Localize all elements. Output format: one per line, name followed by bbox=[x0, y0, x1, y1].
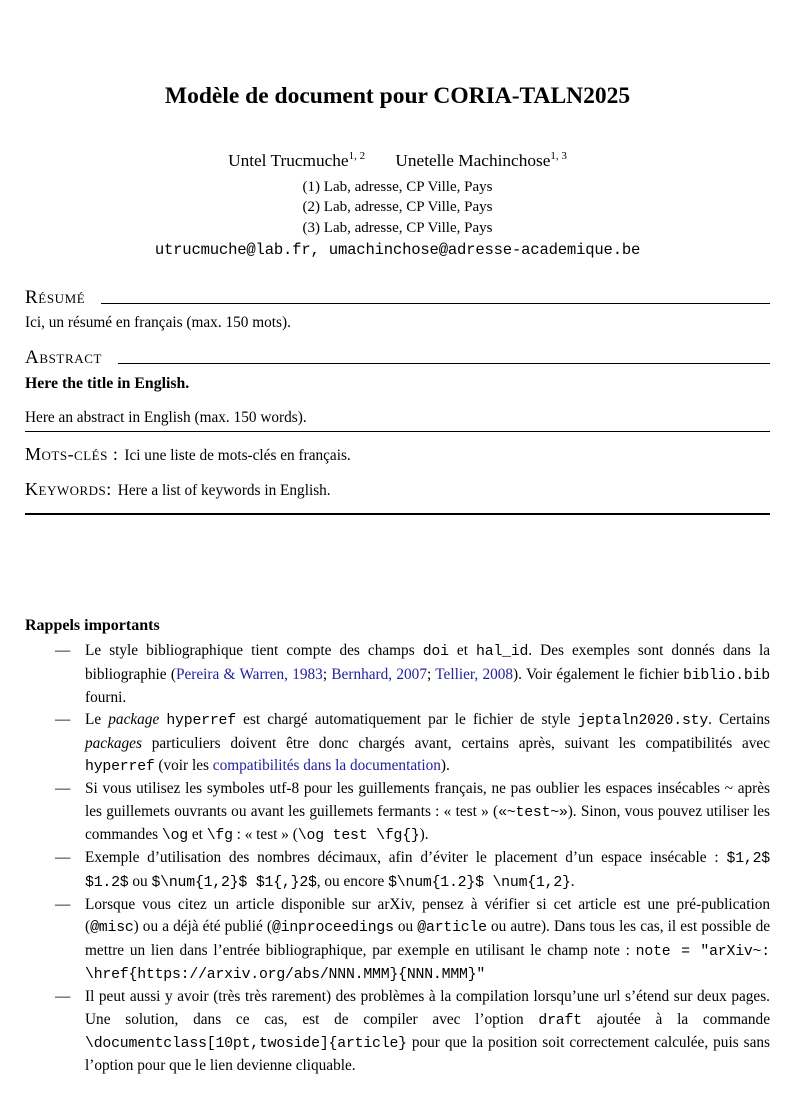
text-span: ajoutée à la commande bbox=[581, 1010, 770, 1028]
citation-link[interactable]: Bernhard, 2007 bbox=[331, 665, 427, 683]
text-span: ou autre). Dans tous les cas, il est possible de mettre un lien dans l’entrée bibliographique, par exemple en utilisant le champ note : bbox=[85, 918, 771, 959]
text-span: ). bbox=[419, 825, 429, 843]
list-item-text bbox=[85, 988, 770, 1074]
keywords-line bbox=[25, 478, 770, 502]
resume-section-heading bbox=[25, 287, 770, 309]
code-span: doi bbox=[422, 644, 449, 661]
text-span: et bbox=[448, 642, 477, 660]
code-span: \og bbox=[161, 827, 188, 844]
author bbox=[228, 151, 365, 170]
doc-link[interactable]: compatibilités dans la documentation bbox=[212, 756, 441, 774]
code-span: $\num{1.2}$ \num{1,2} bbox=[388, 874, 571, 891]
code-span: hyperref bbox=[85, 758, 155, 775]
text-span: Il peut aussi y avoir (très très rarement) des problèmes à la compilation lorsqu’une url s’étend sur deux pages. Une solution, dans ce cas, est de compiler avec l’option bbox=[85, 988, 770, 1028]
code-span: @article bbox=[417, 920, 487, 937]
resume-rule bbox=[101, 303, 770, 304]
text-span: (voir les bbox=[154, 756, 213, 774]
list-item bbox=[25, 709, 770, 778]
code-span: \fg bbox=[206, 827, 233, 844]
text-span: ; bbox=[322, 665, 332, 683]
code-span: draft bbox=[538, 1012, 582, 1029]
reminders-list bbox=[25, 640, 770, 1078]
list-item-marker: — bbox=[55, 896, 71, 913]
citation-link[interactable]: Pereira & Warren, 1983 bbox=[175, 665, 323, 683]
list-item-text bbox=[85, 642, 770, 706]
code-span: jeptaln2020.sty bbox=[577, 713, 709, 730]
abstract-heading-label: Abstract bbox=[25, 347, 103, 369]
code-span: hal_id bbox=[476, 644, 529, 661]
abstract-section-heading bbox=[25, 347, 770, 369]
text-span: . Certains bbox=[708, 711, 770, 729]
text-span: ) ou a déjà été publié ( bbox=[133, 918, 273, 936]
text-span: pour que la position soit correctement calculée, puis sans l’option pour que le lien devienne cliquable. bbox=[85, 1034, 770, 1075]
text-span: . bbox=[570, 872, 575, 890]
list-item-text bbox=[85, 711, 770, 774]
abstract-rule bbox=[118, 363, 770, 364]
text-span: ou bbox=[128, 872, 152, 890]
code-span: «~test~» bbox=[498, 804, 568, 821]
code-span: @inproceedings bbox=[272, 920, 394, 937]
code-span: biblio.bib bbox=[683, 667, 770, 684]
keywords-heading: Keywords: bbox=[25, 479, 112, 500]
text-span: ). Sinon, vous pouvez utiliser les commandes bbox=[85, 802, 770, 843]
list-item-marker: — bbox=[55, 780, 71, 798]
list-item-text bbox=[85, 896, 770, 982]
text-span: Le style bibliographique tient compte des champs bbox=[85, 642, 423, 660]
author-name: Unetelle Machinchose bbox=[395, 151, 551, 170]
motscles-line bbox=[25, 443, 770, 467]
text-span: Le bbox=[85, 711, 109, 729]
code-span: hyperref bbox=[166, 713, 236, 730]
author-superscript: 1, 3 bbox=[550, 150, 567, 163]
text-span: ; bbox=[426, 665, 436, 683]
list-item-text bbox=[85, 849, 770, 889]
list-item bbox=[25, 894, 770, 986]
italic-span: package bbox=[108, 711, 160, 729]
text-span: particuliers doivent être donc chargés avant, certains après, suivant les compatibilités avec bbox=[141, 734, 770, 752]
section-divider-rule bbox=[25, 513, 770, 515]
list-item bbox=[25, 640, 770, 709]
affiliation-line: (1) Lab, adresse, CP Ville, Pays bbox=[302, 179, 493, 195]
affiliation-line: (3) Lab, adresse, CP Ville, Pays bbox=[302, 219, 493, 236]
author bbox=[395, 151, 567, 170]
code-span: $\num{1,2}$ $1{,}2$ bbox=[151, 874, 317, 891]
keywords-text: Here a list of keywords in English. bbox=[117, 482, 331, 500]
motscles-heading: Mots-clés : bbox=[25, 444, 119, 465]
text-span: , ou encore bbox=[316, 872, 389, 890]
text-span: Exemple d’utilisation des nombres décimaux, afin d’éviter le placement d’un espace insécable : bbox=[85, 849, 727, 867]
list-item-marker: — bbox=[55, 849, 71, 867]
list-item-marker: — bbox=[55, 642, 71, 660]
italic-span: packages bbox=[85, 734, 142, 752]
motscles-text: Ici une liste de mots-clés en français. bbox=[124, 447, 351, 465]
resume-heading-label: Résumé bbox=[25, 287, 86, 309]
page-title: Modèle de document pour CORIA-TALN2025 bbox=[164, 83, 631, 109]
list-item bbox=[25, 986, 770, 1077]
text-span: ). Voir également le fichier bbox=[513, 665, 684, 683]
affiliations bbox=[25, 177, 770, 238]
english-title: Here the title in English. bbox=[25, 375, 190, 393]
text-span: Si vous utilisez les symboles utf-8 pour les guillements français, ne pas oublier les espaces insécables ~ après les guillemets ouvrants ou avant les guillemets fermants : « test » ( bbox=[85, 780, 770, 820]
list-item bbox=[25, 847, 770, 894]
code-span: $1,2$ $1.2$ bbox=[85, 851, 770, 891]
text-span: est chargé automatiquement par le fichier de style bbox=[235, 711, 578, 729]
list-item-marker: — bbox=[55, 711, 71, 729]
text-span: fourni. bbox=[85, 688, 127, 706]
abstract-text: Here an abstract in English (max. 150 words). bbox=[25, 407, 770, 432]
code-span: \documentclass[10pt,twoside]{article} bbox=[85, 1036, 407, 1053]
authors-line bbox=[25, 150, 770, 172]
author-name: Untel Trucmuche bbox=[228, 151, 349, 170]
code-span: note = "arXiv~: \href{https://arxiv.org/abs/NNN.MMM}{NNN.MMM}" bbox=[85, 943, 770, 984]
text-span: . Des exemples sont donnés dans la bibliographie ( bbox=[85, 642, 770, 683]
list-item bbox=[25, 778, 770, 847]
text-span: ). bbox=[440, 756, 450, 774]
list-item-marker: — bbox=[55, 988, 71, 1006]
email-line: utrucmuche@lab.fr, umachinchose@adresse-academique.be bbox=[154, 241, 641, 260]
text-span: : « test » ( bbox=[232, 825, 298, 843]
citation-link[interactable]: Tellier, 2008 bbox=[435, 665, 514, 683]
text-span: et bbox=[188, 825, 207, 843]
author-superscript: 1, 2 bbox=[348, 150, 366, 163]
code-span: \og test \fg{} bbox=[297, 827, 420, 844]
text-span: Lorsque vous citez un article disponible sur arXiv, pensez à vérifier si cet article est une pré-publication ( bbox=[85, 896, 770, 936]
reminders-heading: Rappels importants bbox=[25, 617, 160, 635]
text-span: ou bbox=[393, 918, 418, 936]
list-item-text bbox=[85, 780, 770, 843]
resume-text: Ici, un résumé en français (max. 150 mots). bbox=[25, 314, 291, 332]
code-span: @misc bbox=[90, 920, 134, 937]
affiliation-line: (2) Lab, adresse, CP Ville, Pays bbox=[302, 199, 493, 216]
